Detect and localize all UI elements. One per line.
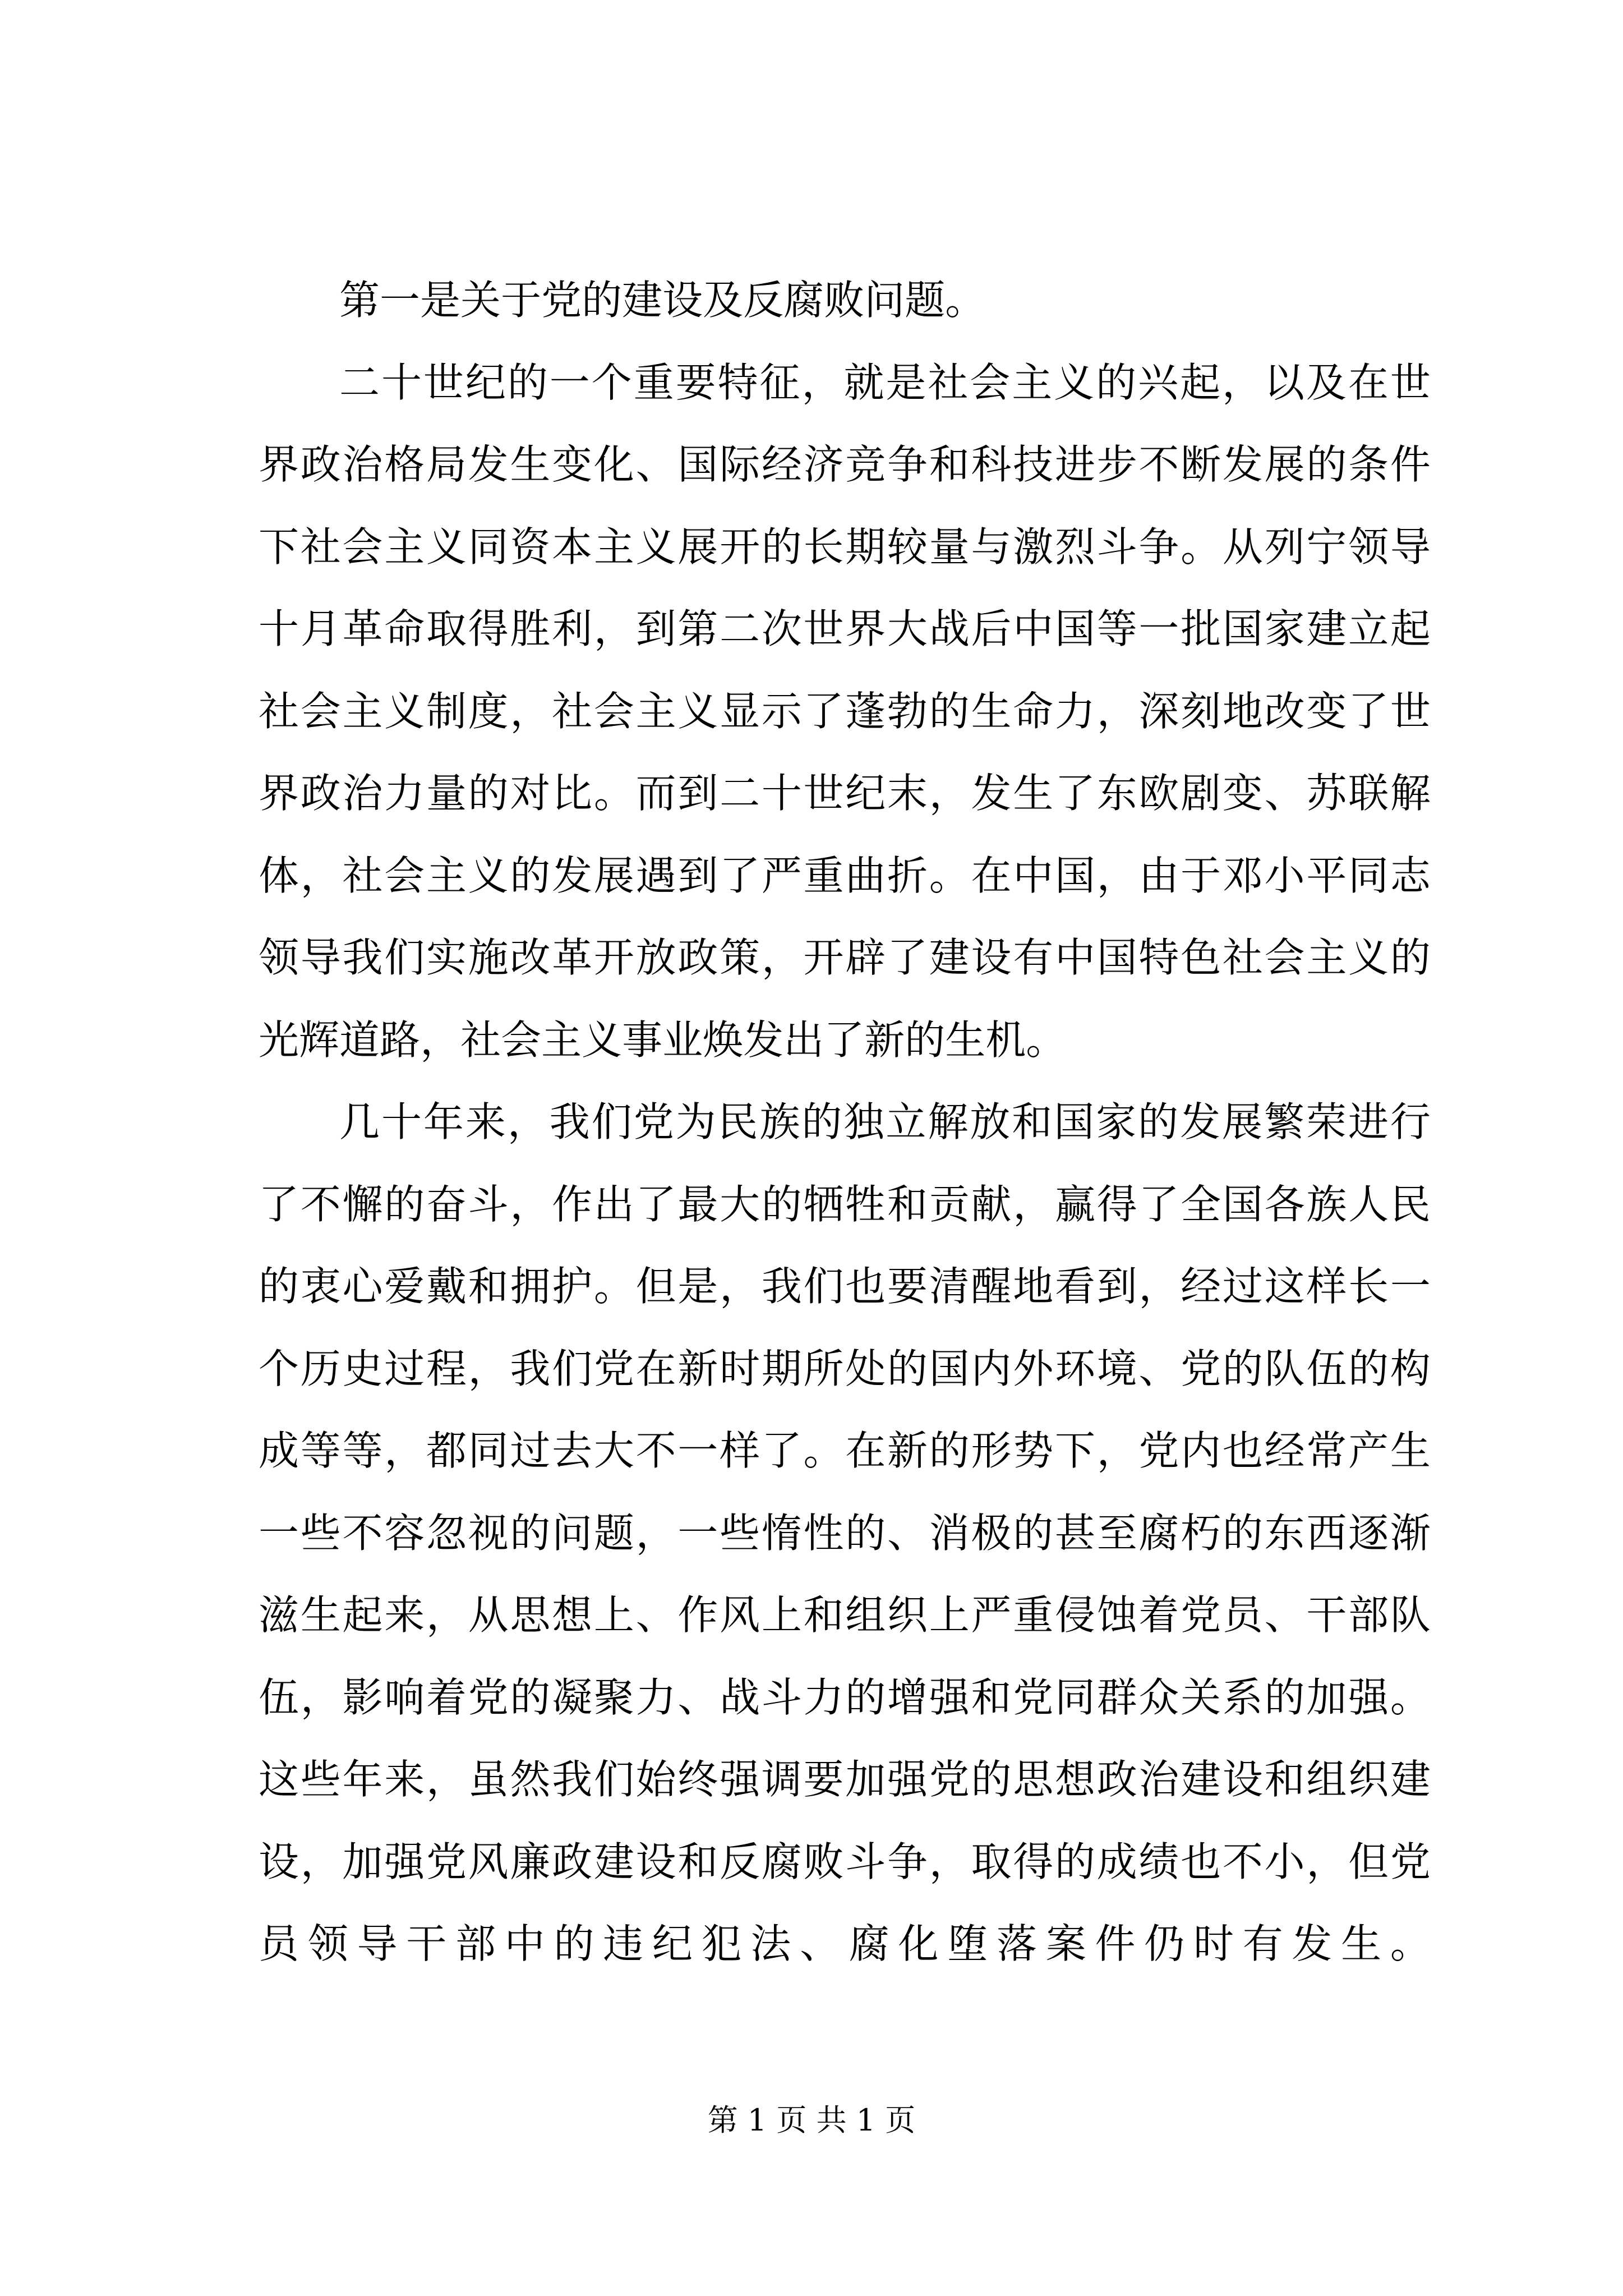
text-line: 界 政 治 格 局 发 生 变 化 、 国 际 经 济 竞 争 和 科 技 进 步 不 断 发 展 的 条 件 [259,441,1431,488]
text-line: 第 一 是 关 于 党 的 建 设 及 反 腐 败 问 题 。 [339,277,986,324]
text-line: 下 社 会 主 义 同 资 本 主 义 展 开 的 长 期 较 量 与 激 烈 斗 争 。 从 列 宁 领 导 [259,523,1431,570]
page-footer: 第 1 页 共 1 页 [707,2102,916,2138]
text-line: 个 历 史 过 程 ， 我 们 党 在 新 时 期 所 处 的 国 内 外 环 境 、 党 的 队 伍 的 构 [259,1345,1431,1392]
text-line: 员 领 导 干 部 中 的 违 纪 犯 法 、 腐 化 堕 落 案 件 仍 时 有 发 生 。 [259,1920,1431,1967]
document-body [259,259,1431,1985]
text-line: 的 衷 心 爱 戴 和 拥 护 。 但 是 ， 我 们 也 要 清 醒 地 看 到 ， 经 过 这 样 长 一 [259,1263,1431,1310]
text-line: 伍 ， 影 响 着 党 的 凝 聚 力 、 战 斗 力 的 增 强 和 党 同 群 众 关 系 的 加 强 。 [259,1673,1431,1721]
text-line: 了 不 懈 的 奋 斗 ， 作 出 了 最 大 的 牺 牲 和 贡 献 ， 赢 得 了 全 国 各 族 人 民 [259,1180,1431,1228]
text-line: 一 些 不 容 忽 视 的 问 题 ， 一 些 惰 性 的 、 消 极 的 甚 至 腐 朽 的 东 西 逐 渐 [259,1509,1431,1557]
text-line: 领 导 我 们 实 施 改 革 开 放 政 策 ， 开 辟 了 建 设 有 中 国 特 色 社 会 主 义 的 [259,934,1431,981]
text-line: 设 ， 加 强 党 风 廉 政 建 设 和 反 腐 败 斗 争 ， 取 得 的 成 绩 也 不 小 ， 但 党 [259,1838,1431,1885]
text-line: 界 政 治 力 量 的 对 比 。 而 到 二 十 世 纪 末 ， 发 生 了 东 欧 剧 变 、 苏 联 解 [259,770,1431,817]
text-line: 体 ， 社 会 主 义 的 发 展 遇 到 了 严 重 曲 折 。 在 中 国 ， 由 于 邓 小 平 同 志 [259,852,1431,899]
text-line: 社 会 主 义 制 度 ， 社 会 主 义 显 示 了 蓬 勃 的 生 命 力 ， 深 刻 地 改 变 了 世 [259,687,1431,735]
text-line: 二 十 世 纪 的 一 个 重 要 特 征 ， 就 是 社 会 主 义 的 兴 起 ， 以 及 在 世 [339,358,1431,406]
text-line: 滋 生 起 来 ， 从 思 想 上 、 作 风 上 和 组 织 上 严 重 侵 蚀 着 党 员 、 干 部 队 [259,1591,1431,1639]
text-line: 光 辉 道 路 ， 社 会 主 义 事 业 焕 发 出 了 新 的 生 机 。 [259,1016,1067,1064]
text-line: 几 十 年 来 ， 我 们 党 为 民 族 的 独 立 解 放 和 国 家 的 发 展 繁 荣 进 行 [339,1098,1431,1145]
text-line: 成 等 等 ， 都 同 过 去 大 不 一 样 了 。 在 新 的 形 势 下 ， 党 内 也 经 常 产 生 [259,1427,1431,1474]
text-line: 十 月 革 命 取 得 胜 利 ， 到 第 二 次 世 界 大 战 后 中 国 等 一 批 国 家 建 立 起 [259,605,1431,652]
text-line: 这 些 年 来 ， 虽 然 我 们 始 终 强 调 要 加 强 党 的 思 想 政 治 建 设 和 组 织 建 [259,1756,1431,1803]
